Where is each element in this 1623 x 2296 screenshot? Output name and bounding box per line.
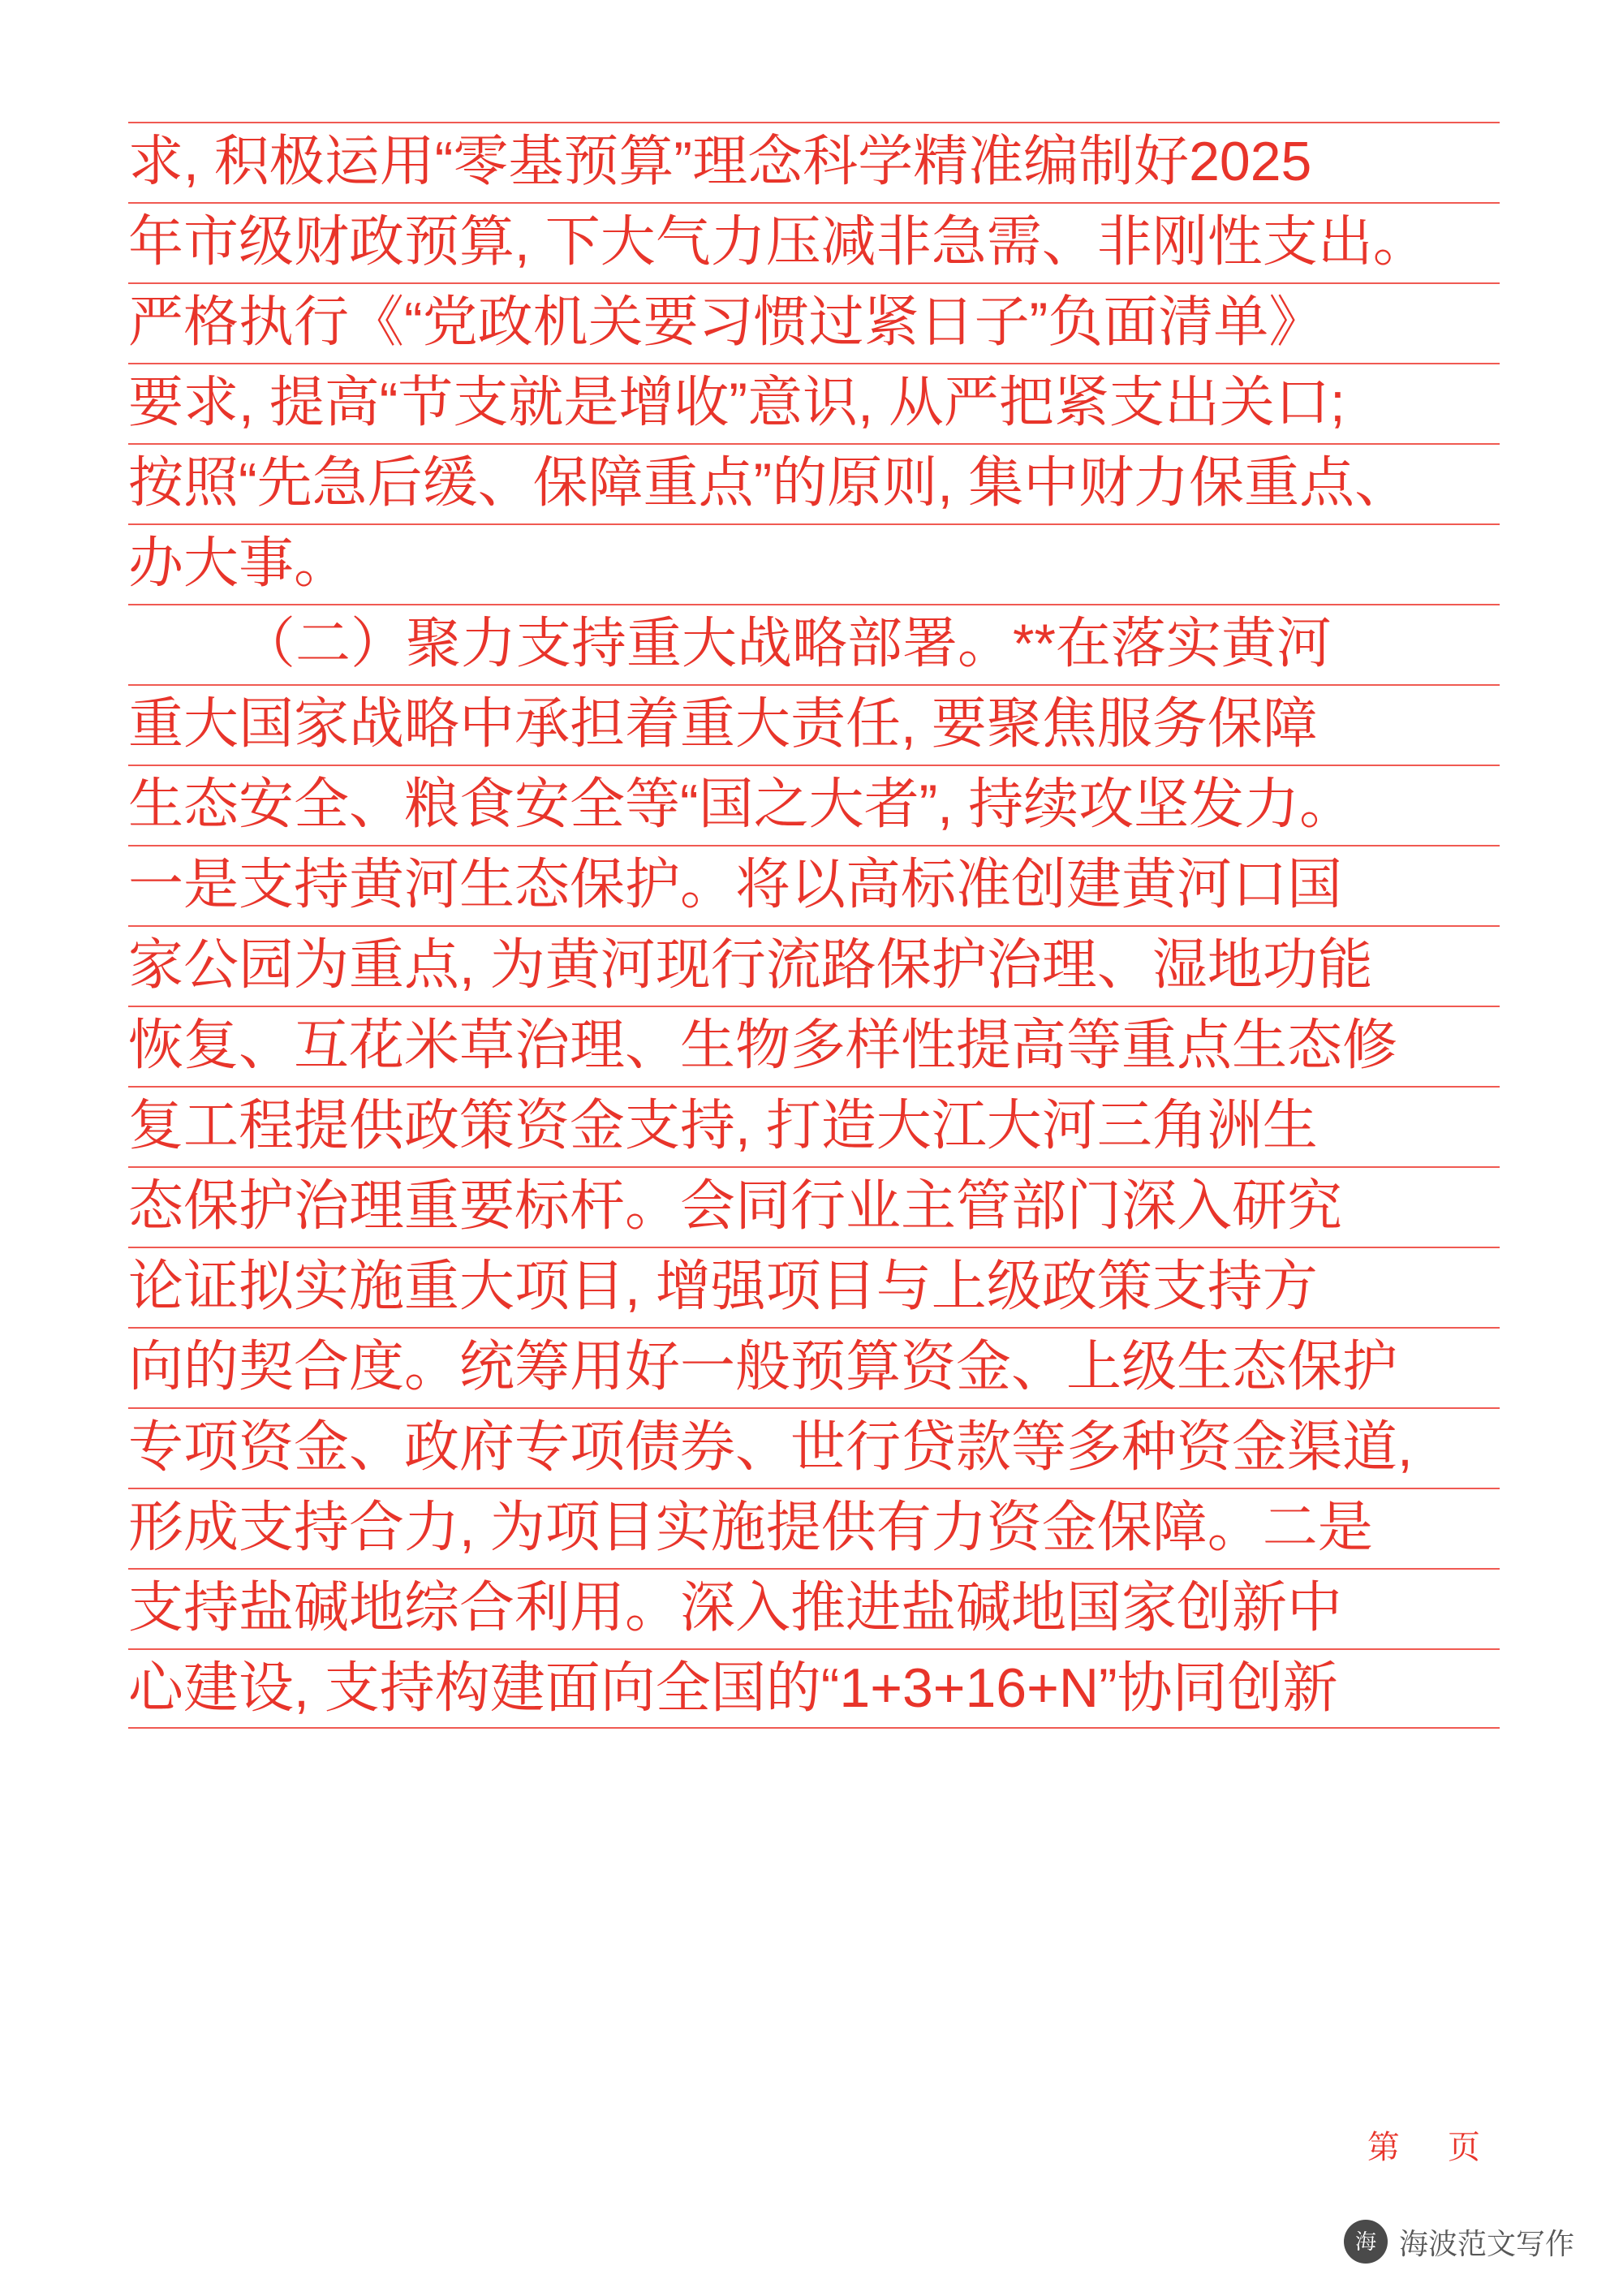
line-text: 专项资金、政府专项债券、世行贷款等多种资金渠道, <box>128 1416 1413 1478</box>
line-text: 求, 积极运用“零基预算”理念科学精准编制好2025 <box>128 131 1312 192</box>
text-line <box>128 1568 1500 1648</box>
line-text: 要求, 提高“节支就是增收”意识, 从严把紧支出关口; <box>128 372 1345 433</box>
text-line <box>128 1648 1500 1729</box>
text-line <box>128 202 1500 282</box>
watermark <box>1344 2220 1574 2264</box>
line-text: 年市级财政预算, 下大气力压减非急需、非刚性支出。 <box>128 211 1428 273</box>
line-text: 论证拟实施重大项目, 增强项目与上级政策支持方 <box>128 1256 1318 1317</box>
text-line <box>128 443 1500 523</box>
watermark-logo-icon: 海 <box>1344 2220 1388 2264</box>
text-line <box>128 765 1500 845</box>
line-text: 一是支持黄河生态保护。将以高标准创建黄河口国 <box>128 854 1343 915</box>
page-number-label: 第 页 <box>1367 2130 1500 2165</box>
text-line <box>128 1166 1500 1247</box>
text-line <box>128 925 1500 1006</box>
text-line <box>128 122 1500 202</box>
line-text: 心建设, 支持构建面向全国的“1+3+16+N”协同创新 <box>128 1657 1338 1719</box>
text-line <box>128 845 1500 925</box>
text-line <box>128 1086 1500 1166</box>
watermark-text: 海波范文写作 <box>1398 2226 1574 2260</box>
line-text: 严格执行《“党政机关要习惯过紧日子”负面清单》 <box>128 291 1324 353</box>
line-text: 形成支持合力, 为项目实施提供有力资金保障。二是 <box>128 1497 1373 1558</box>
text-line <box>128 282 1500 363</box>
text-line-paragraph-start <box>128 604 1500 684</box>
text-line <box>128 1488 1500 1568</box>
line-text: 家公园为重点, 为黄河现行流路保护治理、湿地功能 <box>128 934 1373 996</box>
text-line <box>128 1006 1500 1086</box>
line-text: 复工程提供政策资金支持, 打造大江大河三角洲生 <box>128 1095 1318 1157</box>
line-text: 恢复、互花米草治理、生物多样性提高等重点生态修 <box>128 1014 1398 1076</box>
text-line <box>128 1327 1500 1407</box>
document-text-body <box>128 122 1500 1729</box>
line-text: 态保护治理重要标杆。会同行业主管部门深入研究 <box>128 1175 1343 1237</box>
line-text: 办大事。 <box>128 532 350 594</box>
line-text: 向的契合度。统筹用好一般预算资金、上级生态保护 <box>128 1336 1398 1398</box>
line-text: 生态安全、粮食安全等“国之大者”, 持续攻坚发力。 <box>128 773 1355 835</box>
line-text: （二）聚力支持重大战略部署。**在落实黄河 <box>240 613 1332 674</box>
text-line <box>128 523 1500 604</box>
line-text: 支持盐碱地综合利用。深入推进盐碱地国家创新中 <box>128 1577 1343 1639</box>
page-footer <box>128 2122 1500 2168</box>
text-line <box>128 684 1500 765</box>
text-line <box>128 1247 1500 1327</box>
text-line <box>128 363 1500 443</box>
text-line <box>128 1407 1500 1488</box>
line-text: 按照“先急后缓、保障重点”的原则, 集中财力保重点、 <box>128 452 1410 514</box>
line-text: 重大国家战略中承担着重大责任, 要聚焦服务保障 <box>128 693 1318 755</box>
